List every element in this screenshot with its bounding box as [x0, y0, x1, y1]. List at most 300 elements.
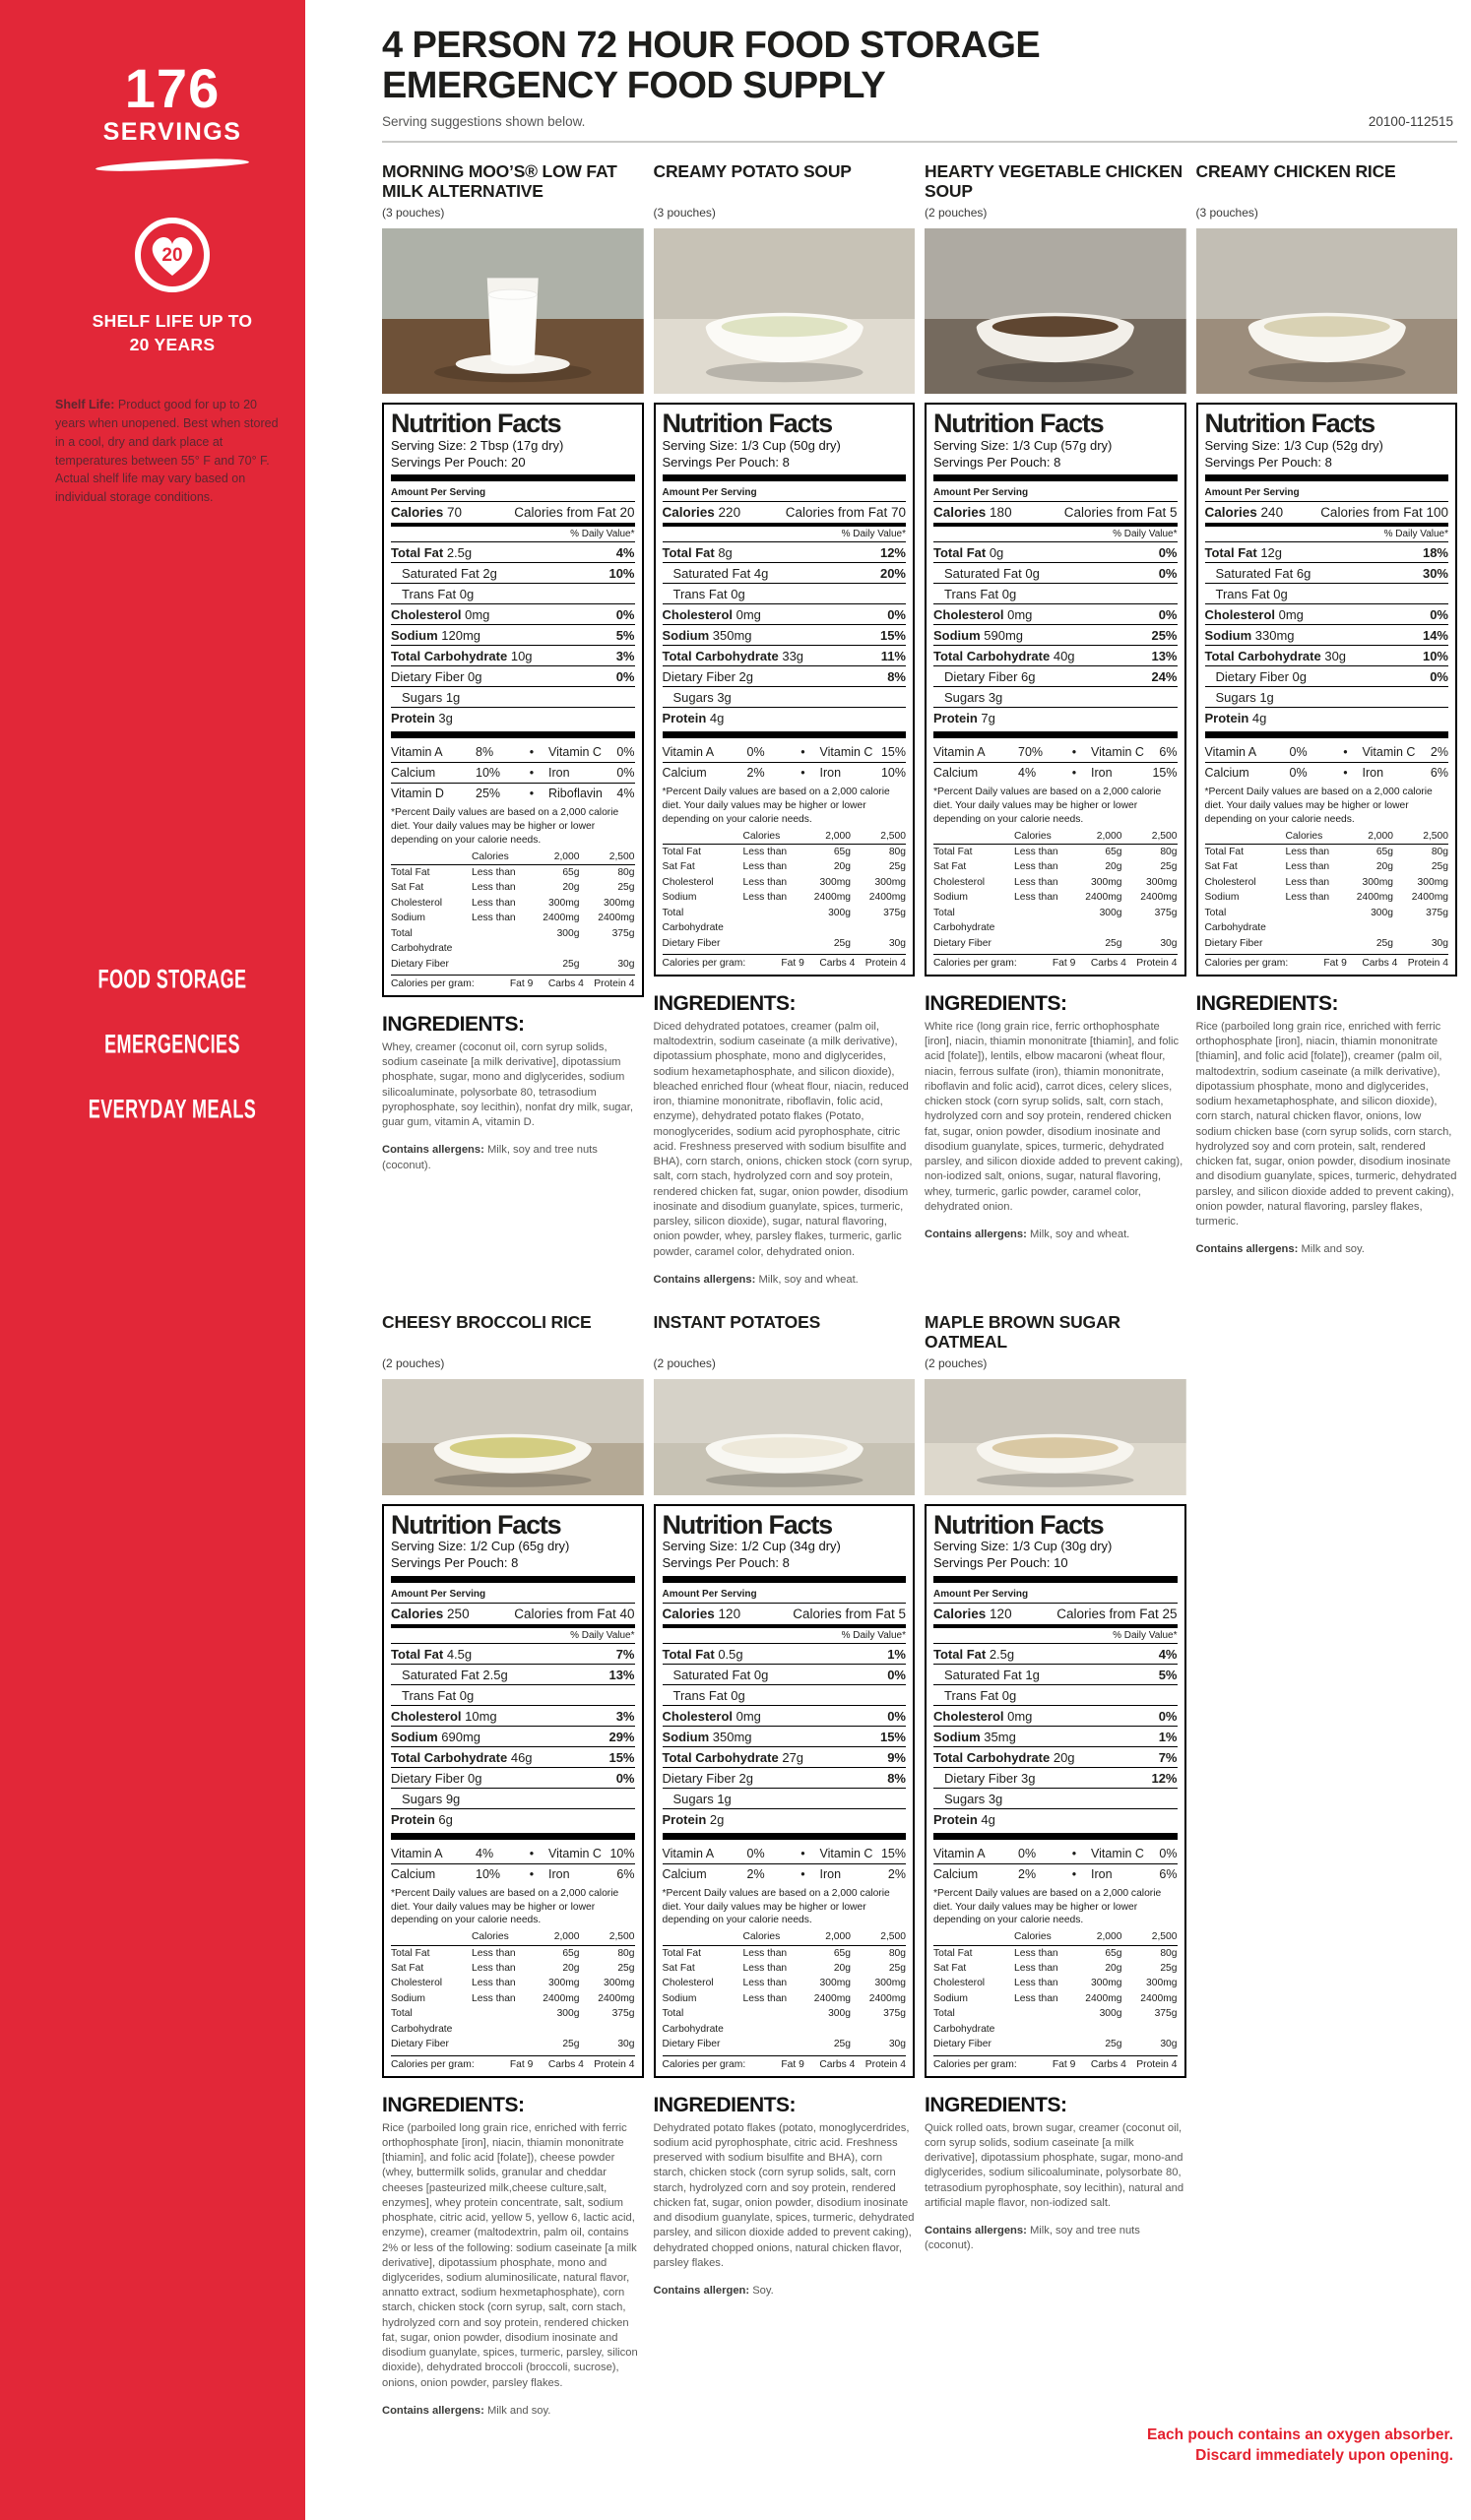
footnote-table-row [1205, 936, 1449, 951]
nutrient-daily-pct: 4% [1158, 1646, 1178, 1662]
footnote-cell: 30g [1160, 937, 1178, 949]
footnote-cell: Dietary Fiber [933, 937, 991, 949]
nutrient-daily-pct: 0% [887, 1708, 906, 1724]
vitamin-value: 2% [1430, 745, 1448, 760]
vitamin-rows [1205, 742, 1449, 783]
nutrient-row [1205, 646, 1449, 666]
calories-label: Calories [1204, 505, 1257, 521]
nutrient-name: Total Carbohydrate [662, 648, 783, 663]
footnote-cell: Less than [742, 1947, 788, 1959]
nutrient-daily-pct: 12% [1151, 1770, 1178, 1786]
nutrient-row [391, 1747, 635, 1768]
calories-row [663, 502, 907, 527]
vitamin-name: Vitamin C [548, 745, 602, 760]
footnote-cell: Sodium [933, 1992, 968, 2004]
vitamin-value: 0% [616, 766, 635, 781]
calories-per-gram-item: Fat 9 [1052, 2058, 1076, 2070]
calories-per-gram-item: Fat 9 [509, 978, 534, 989]
footnote-cell: 65g [833, 846, 851, 857]
product-card [925, 1313, 1186, 2254]
footnote-table-row [391, 1976, 635, 1990]
allergens-label: Contains allergens: [382, 2404, 484, 2417]
calories-per-gram-label: Calories per gram: [1204, 958, 1289, 969]
nutrient-row [933, 1665, 1178, 1685]
nutrient-daily-pct: 30% [1422, 565, 1448, 581]
calories-value [391, 1606, 470, 1621]
footnote-col: Calories [472, 850, 509, 862]
page-title-line1: 4 PERSON 72 HOUR FOOD STORAGE [382, 25, 1041, 66]
footnote-cell: Cholesterol [391, 1978, 443, 1989]
nutrient-row [1205, 625, 1449, 646]
footnote-cell: 30g [1431, 937, 1448, 949]
footnote-cell: 375g [1154, 2008, 1178, 2020]
amount-per-serving-label: Amount Per Serving [663, 1587, 907, 1604]
footnote-cell: Less than [1014, 1947, 1058, 1959]
calories-label: Calories [933, 505, 987, 521]
vitamin-row [391, 742, 635, 763]
footnote-cell: Less than [472, 913, 516, 924]
products-row-2 [382, 1313, 1457, 2419]
footnote-table-row [1205, 890, 1449, 905]
footnote-cell: Less than [742, 876, 788, 888]
footnote-table-row [933, 890, 1178, 905]
nutrient-daily-pct: 5% [615, 627, 635, 643]
vitamin-row [933, 763, 1178, 783]
nutrient-name-value: Sugars 3g [944, 1791, 1003, 1806]
nutrient-name: Dietary Fiber [944, 1770, 1022, 1786]
nutrient-daily-pct: 14% [1422, 627, 1448, 643]
vitamin-name: Iron [1362, 766, 1384, 781]
nutrient-daily-pct: 0% [615, 1770, 635, 1786]
footnote-cell: Dietary Fiber [391, 958, 449, 970]
footnote-col [391, 850, 472, 864]
footnote-cell: 300g [1099, 2008, 1122, 2020]
bullet-separator: • [529, 745, 535, 760]
product-card [382, 1313, 644, 2419]
product-code: 20100-112515 [1368, 114, 1453, 129]
product-card [654, 162, 916, 1288]
nutrient-name: Total Fat [391, 544, 447, 560]
nutrient-name: Total Fat [933, 1646, 990, 1662]
bullet-separator: • [529, 1847, 535, 1861]
footnote-cell: Total Fat [662, 846, 701, 857]
footnote-cell: Total Fat [391, 1947, 430, 1959]
amount-per-serving-label: Amount Per Serving [663, 485, 907, 502]
nutrient-daily-pct: 13% [1151, 648, 1178, 663]
thick-divider-bar [1205, 731, 1449, 738]
nutrient-name: Sodium [1204, 627, 1255, 643]
calories-from-fat: Calories from Fat 5 [1063, 505, 1178, 521]
footnote-cell: 300mg [1362, 876, 1393, 888]
footnote-cell: Less than [742, 1992, 788, 2004]
nutrient-name-value: Trans Fat 0g [1215, 586, 1288, 601]
nutrient-name: Total Carbohydrate [933, 1749, 1054, 1765]
nutrient-name: Protein [391, 710, 439, 725]
allergens-value: Milk and soy. [1301, 1243, 1365, 1256]
footnote-cell: Less than [1285, 892, 1330, 904]
nutrient-row [1205, 708, 1449, 727]
nutrient-daily-pct: 7% [1158, 1749, 1178, 1765]
calories-from-fat: Calories from Fat 70 [785, 505, 906, 521]
footnote-cell: 2400mg [543, 913, 580, 924]
servings-block [0, 0, 305, 169]
footnote-cell: 80g [1160, 1947, 1178, 1959]
footnote-col [933, 829, 1014, 844]
amount-per-serving-label: Amount Per Serving [933, 485, 1178, 502]
allergens-text [925, 1228, 1186, 1242]
thick-divider-bar [933, 1833, 1178, 1840]
calories-label: Calories [391, 1606, 444, 1622]
nutrient-daily-pct: 7% [615, 1646, 635, 1662]
nutrient-name-value: Total Fat 4.5g [391, 1646, 473, 1662]
nutrient-rows [391, 542, 635, 727]
nutrient-name-value: Cholesterol 0mg [662, 606, 761, 622]
calories-number: 120 [990, 1606, 1012, 1622]
tagline-food-storage: FOOD STORAGE [97, 964, 247, 994]
vitamin-name: Vitamin C [1091, 745, 1144, 760]
footnote-table-row [663, 1961, 907, 1976]
footnote-cell: 2400mg [598, 1992, 635, 2004]
footnote-cell: Less than [1285, 846, 1330, 857]
footnote-col: 2,500 [608, 1931, 635, 1943]
footnote-table-header [1205, 829, 1449, 845]
vitamin-name: Vitamin A [933, 745, 986, 760]
nutrient-row [391, 1727, 635, 1747]
nutrient-name: Cholesterol [662, 606, 736, 622]
vitamin-name: Riboflavin [548, 787, 603, 801]
calories-per-gram-item: Protein 4 [594, 2058, 635, 2070]
vitamin-value: 2% [746, 1867, 765, 1882]
footnote-col: 2,500 [1151, 1931, 1178, 1943]
vitamin-value: 2% [1018, 1867, 1037, 1882]
servings-number: 176 [124, 57, 221, 119]
calories-number: 240 [1260, 505, 1284, 521]
calories-value [663, 1606, 741, 1621]
product-name: CREAMY CHICKEN RICE [1195, 161, 1396, 182]
bullet-separator: • [800, 766, 805, 781]
product-pouch-count: (3 pouches) [1195, 206, 1258, 220]
nutrient-name-value: Saturated Fat 2.5g [402, 1667, 508, 1682]
footnote-cell: Less than [1014, 1963, 1058, 1975]
footnote-cell: 2400mg [1356, 892, 1393, 904]
nutrient-row [1205, 666, 1449, 687]
nutrient-name: Dietary Fiber [662, 668, 739, 684]
ingredients-heading: INGREDIENTS: [382, 2093, 525, 2116]
footnote-cell [472, 926, 529, 957]
vitamin-value: 0% [1159, 1847, 1178, 1861]
nutrient-rows [933, 542, 1178, 727]
nutrient-name-value: Trans Fat 0g [402, 1687, 475, 1703]
footnote-col [1205, 829, 1286, 844]
footnote-cell: 20g [833, 861, 851, 873]
footnote-cell: 2400mg [813, 1992, 851, 2004]
footnote-cell: Cholesterol [662, 1978, 714, 1989]
nutrient-row [663, 1665, 907, 1685]
serving-size: Serving Size: 1/3 Cup (50g dry) [662, 437, 841, 453]
heart-badge-icon [134, 217, 211, 293]
servings-per-pouch: Servings Per Pouch: 10 [933, 1555, 1068, 1571]
footnote-cell: 2400mg [1085, 892, 1122, 904]
thick-divider-bar [933, 731, 1178, 738]
footnote-col: 2,500 [608, 850, 635, 862]
nutrient-name: Sugars [402, 1791, 446, 1806]
nutrient-name: Total Fat [662, 1646, 719, 1662]
nutrient-rows [933, 1644, 1178, 1829]
footnote-cell: 2400mg [868, 1992, 906, 2004]
footnote-table-header [663, 829, 907, 845]
footnote-cell [743, 2037, 800, 2051]
calories-per-gram-label: Calories per gram: [662, 2058, 746, 2070]
servings-per-pouch: Servings Per Pouch: 8 [933, 454, 1061, 470]
ingredients-text: Quick rolled oats, brown sugar, creamer (coconut oil, corn syrup solids, sodium caseinate [a milk derivative], dipotassium phosphate, sugar, mono-and diglycerides, sodium silicoaluminate, polysorbate 80, tetrasodium pyrophosphate, soy lecithin), natural and artificial maple flavor, non-iodized salt. [925, 2121, 1184, 2209]
footnote-cell: 375g [611, 2008, 635, 2020]
nutrient-name-value: Saturated Fat 0g [944, 565, 1040, 581]
footnote-cell: 25g [1105, 2039, 1122, 2050]
vitamin-row [391, 1844, 635, 1864]
nutrient-name-value: Trans Fat 0g [944, 1687, 1017, 1703]
nutrient-name: Saturated Fat [402, 565, 483, 581]
nutrient-daily-pct: 0% [1158, 606, 1178, 622]
footnote-cell: 30g [617, 958, 635, 970]
nutrient-name: Dietary Fiber [944, 668, 1022, 684]
vitamin-value: 15% [1152, 766, 1178, 781]
daily-value-note: % Daily Value* [933, 527, 1178, 542]
nutrient-rows [391, 1644, 635, 1829]
footnote-table-header [933, 1929, 1178, 1945]
tagline-block [39, 964, 305, 1162]
vitamin-name: Iron [819, 766, 842, 781]
footnote-cell: 300mg [548, 1978, 580, 1989]
bullet-separator: • [1343, 745, 1348, 760]
footnote-cell: Less than [472, 882, 516, 894]
nutrient-name: Trans Fat [1215, 586, 1274, 601]
calories-from-fat: Calories from Fat 40 [514, 1606, 635, 1622]
ingredients-text: Rice (parboiled long grain rice, enriched with ferric orthophosphate [iron], niacin, thiamin mononitrate [thiamin], and folic acid [folate]), creamer (palm oil, maltodextrin, sodium caseinate (a milk derivative), dipotassium phosphate, mono and diglycerides, sodium hexametaphosphate, and silicon dioxide), corn starch, natural chicken flavor, onions, low sodium chicken base (corn syrup solids, corn starch, hydrolyzed soy and corn protein, salt, rendered chicken fat, sugar, onion powder, disodium inosinate and disodium guanylate, spices, turmeric, dehydrated parsley, and silicon dioxide added to prevent caking), onion powder, natural flavoring, parsley flakes, turmeric. [1195, 1021, 1457, 1228]
nutrient-row [663, 563, 907, 584]
nutrient-daily-pct: 3% [615, 1708, 635, 1724]
footnote-cell: 80g [617, 866, 635, 878]
footnote-cell: 300mg [874, 876, 906, 888]
nutrient-name: Cholesterol [933, 606, 1008, 622]
allergens-text [1196, 1242, 1458, 1257]
footnote-cell: Total Carbohydrate [391, 2008, 453, 2035]
product-pouch-count: (2 pouches) [925, 1355, 988, 1370]
footnote-cell: 30g [617, 2039, 635, 2050]
thick-divider-bar [933, 1576, 1178, 1583]
footnote-cell: Sat Fat [933, 861, 967, 873]
footnote-table [391, 1929, 635, 2052]
nutrient-name-value: Trans Fat 0g [672, 586, 745, 601]
nutrient-name-value: Protein 4g [933, 1811, 995, 1827]
nutrient-daily-pct: 4% [615, 544, 635, 560]
glass-photo-illustration [382, 228, 644, 394]
footnote-cell: 25g [888, 861, 906, 873]
footnote-col [663, 829, 743, 844]
shelf-life-heading [0, 310, 305, 356]
footnote-cell: 30g [1160, 2039, 1178, 2050]
footnote-cell: Less than [742, 1963, 788, 1975]
footnote-table-row [663, 906, 907, 936]
footnote-cell: Total Carbohydrate [1204, 907, 1266, 934]
nutrient-row [391, 1789, 635, 1809]
footnote-cell: 65g [833, 1947, 851, 1959]
nutrient-name: Saturated Fat [944, 565, 1026, 581]
nutrient-name: Trans Fat [402, 1687, 460, 1703]
vitamin-value: 0% [1289, 766, 1308, 781]
footnote-col: 2,500 [880, 1931, 906, 1943]
ingredients-text: White rice (long grain rice, ferric orthophosphate [iron], niacin, thiamin mononitrate [thiamin], and folic acid [folate]), lentils, elbow macaroni (wheat flour, niacin, ferrous sulfate (iron), thiamin mononitrate, riboflavin and folic acid), carrot dices, celery slices, chicken stock (corn syrup solids, salt, corn stach, hydrolyzed corn and soy protein, rendered chicken fat, sugar, onion powder, disodium inosinate and disodium guanylate, spices, turmeric, dehydrated parsley, and silicon dioxide added to prevent caking), non-iodized salt, onions, sugar, natural flavoring, whey, turmeric, garlic powder, caramel color, dehydrated onion. [925, 1021, 1183, 1213]
nutrient-daily-pct: 0% [1158, 565, 1178, 581]
nutrient-row [933, 646, 1178, 666]
footnote-cell: Cholesterol [391, 897, 443, 909]
calories-per-gram-item: Protein 4 [1136, 2058, 1178, 2070]
footnote-cell: 65g [1105, 846, 1122, 857]
nutrient-row [391, 666, 635, 687]
calories-row [933, 502, 1178, 527]
footnote-cell: Less than [742, 1978, 788, 1989]
ingredients-heading: INGREDIENTS: [653, 2093, 797, 2116]
footnote-col: Calories [1014, 830, 1052, 842]
serving-size: Serving Size: 2 Tbsp (17g dry) [391, 437, 564, 453]
ingredients-heading: INGREDIENTS: [653, 992, 797, 1015]
product-photo [382, 228, 644, 394]
vitamin-row [663, 1864, 907, 1884]
vitamin-name: Iron [819, 1867, 842, 1882]
vitamin-name: Vitamin A [662, 1847, 715, 1861]
nutrition-facts-panel [654, 1504, 916, 2078]
nutrient-name-value: Cholesterol 0mg [933, 606, 1033, 622]
nutrient-name-value: Cholesterol 0mg [933, 1708, 1033, 1724]
product-photo [382, 1379, 644, 1495]
daily-value-note: % Daily Value* [391, 527, 635, 542]
footnote-cell: Total Carbohydrate [662, 2008, 724, 2035]
ingredients-heading: INGREDIENTS: [382, 1013, 525, 1036]
thick-divider-bar [663, 1576, 907, 1583]
nutrient-name-value: Dietary Fiber 2g [662, 668, 753, 684]
footnote-table-row [663, 1991, 907, 2006]
footnote-cell: 25g [833, 937, 851, 949]
nutrient-name: Protein [662, 1811, 710, 1827]
vitamin-name: Vitamin C [1362, 745, 1416, 760]
footnote-cell: 25g [617, 1963, 635, 1975]
vitamin-value: 4% [476, 1847, 494, 1861]
footnote-cell: 80g [1431, 846, 1448, 857]
calories-per-gram-item: Carbs 4 [819, 958, 856, 969]
amount-per-serving-label: Amount Per Serving [1205, 485, 1449, 502]
calories-per-gram-item: Fat 9 [1323, 958, 1347, 969]
nutrient-row [933, 542, 1178, 563]
nutrient-row [933, 563, 1178, 584]
footnote-table [1205, 829, 1449, 952]
nutrient-row [391, 1685, 635, 1706]
footnote-cell [1014, 2006, 1071, 2037]
nutrient-row [933, 1644, 1178, 1665]
nutrient-name-value: Total Carbohydrate 30g [1204, 648, 1347, 663]
footnote-cell [1014, 906, 1071, 936]
calories-per-gram-label: Calories per gram: [933, 958, 1017, 969]
footnote-table-row [391, 896, 635, 911]
nutrient-name: Sugars [944, 689, 989, 705]
nutrient-name: Sodium [933, 1729, 985, 1744]
calories-per-gram-item: Protein 4 [594, 978, 635, 989]
nutrient-name: Cholesterol [933, 1708, 1008, 1724]
footnote-cell: 2400mg [1140, 1992, 1178, 2004]
tagline-emergencies: EMERGENCIES [104, 1029, 240, 1059]
nutrient-name: Trans Fat [944, 586, 1002, 601]
vitamin-name: Calcium [1204, 766, 1249, 781]
allergens-text [654, 2284, 916, 2299]
footnote-cell: Less than [742, 861, 788, 873]
thick-divider-bar [391, 474, 635, 481]
product-card [654, 1313, 916, 2299]
calories-per-gram-label: Calories per gram: [391, 978, 475, 989]
footnote-table-row [663, 875, 907, 890]
nutrient-row [391, 1768, 635, 1789]
nutrient-name: Saturated Fat [402, 1667, 483, 1682]
footnote-table [933, 1929, 1178, 2052]
nutrient-daily-pct: 1% [887, 1646, 906, 1662]
calories-value [933, 505, 1012, 520]
footnote-table-row [391, 1946, 635, 1961]
calories-per-gram-item: Carbs 4 [819, 2058, 856, 2070]
footnote-table [933, 829, 1178, 952]
nutrient-name: Total Fat [1204, 544, 1261, 560]
vitamin-name: Calcium [662, 1867, 707, 1882]
shelf-life-paragraph [55, 396, 280, 507]
footnote-table-row [391, 926, 635, 957]
footnote-cell: Dietary Fiber [1204, 937, 1263, 949]
calories-row [391, 502, 635, 527]
serving-size: Serving Size: 1/3 Cup (52g dry) [1204, 437, 1383, 453]
footnote-cell [743, 936, 800, 951]
product-card [1196, 162, 1458, 1257]
calories-row [933, 1604, 1178, 1628]
nutrient-row [663, 1768, 907, 1789]
footnote-table-row [663, 890, 907, 905]
nutrient-daily-pct: 8% [887, 1770, 906, 1786]
footnote-cell: Less than [472, 897, 516, 909]
nutrient-row [663, 646, 907, 666]
vitamin-name: Iron [548, 766, 570, 781]
vitamin-name: Calcium [933, 766, 979, 781]
thick-divider-bar [391, 1833, 635, 1840]
footnote-cell: Total Fat [933, 846, 973, 857]
thick-divider-bar [1205, 474, 1449, 481]
footnote-cell: 20g [1375, 861, 1393, 873]
footnote-cell: 80g [888, 1947, 906, 1959]
footnote-table-row [933, 875, 1178, 890]
thick-divider-bar [663, 474, 907, 481]
nutrient-name: Sugars [672, 1791, 718, 1806]
allergens-label: Contains allergen: [653, 2285, 750, 2298]
product-card [925, 162, 1186, 1242]
nutrient-name: Trans Fat [402, 586, 460, 601]
footnote-table-row [933, 845, 1178, 859]
nutrient-row [663, 1685, 907, 1706]
footnote-cell: 25g [1160, 861, 1178, 873]
footnote-cell [1014, 2037, 1071, 2051]
nutrient-row [1205, 542, 1449, 563]
nutrient-daily-pct: 0% [887, 606, 906, 622]
footnote-cell: Less than [1014, 1992, 1058, 2004]
vitamin-value: 2% [746, 766, 765, 781]
shelf-life-heading-line1: SHELF LIFE UP TO [92, 311, 253, 331]
footnote-table-row [391, 911, 635, 925]
footnote-col: 2,000 [1096, 1931, 1122, 1943]
vitamin-name: Vitamin C [819, 745, 873, 760]
nutrient-name: Dietary Fiber [391, 1770, 469, 1786]
nutrient-name: Sodium [662, 627, 713, 643]
